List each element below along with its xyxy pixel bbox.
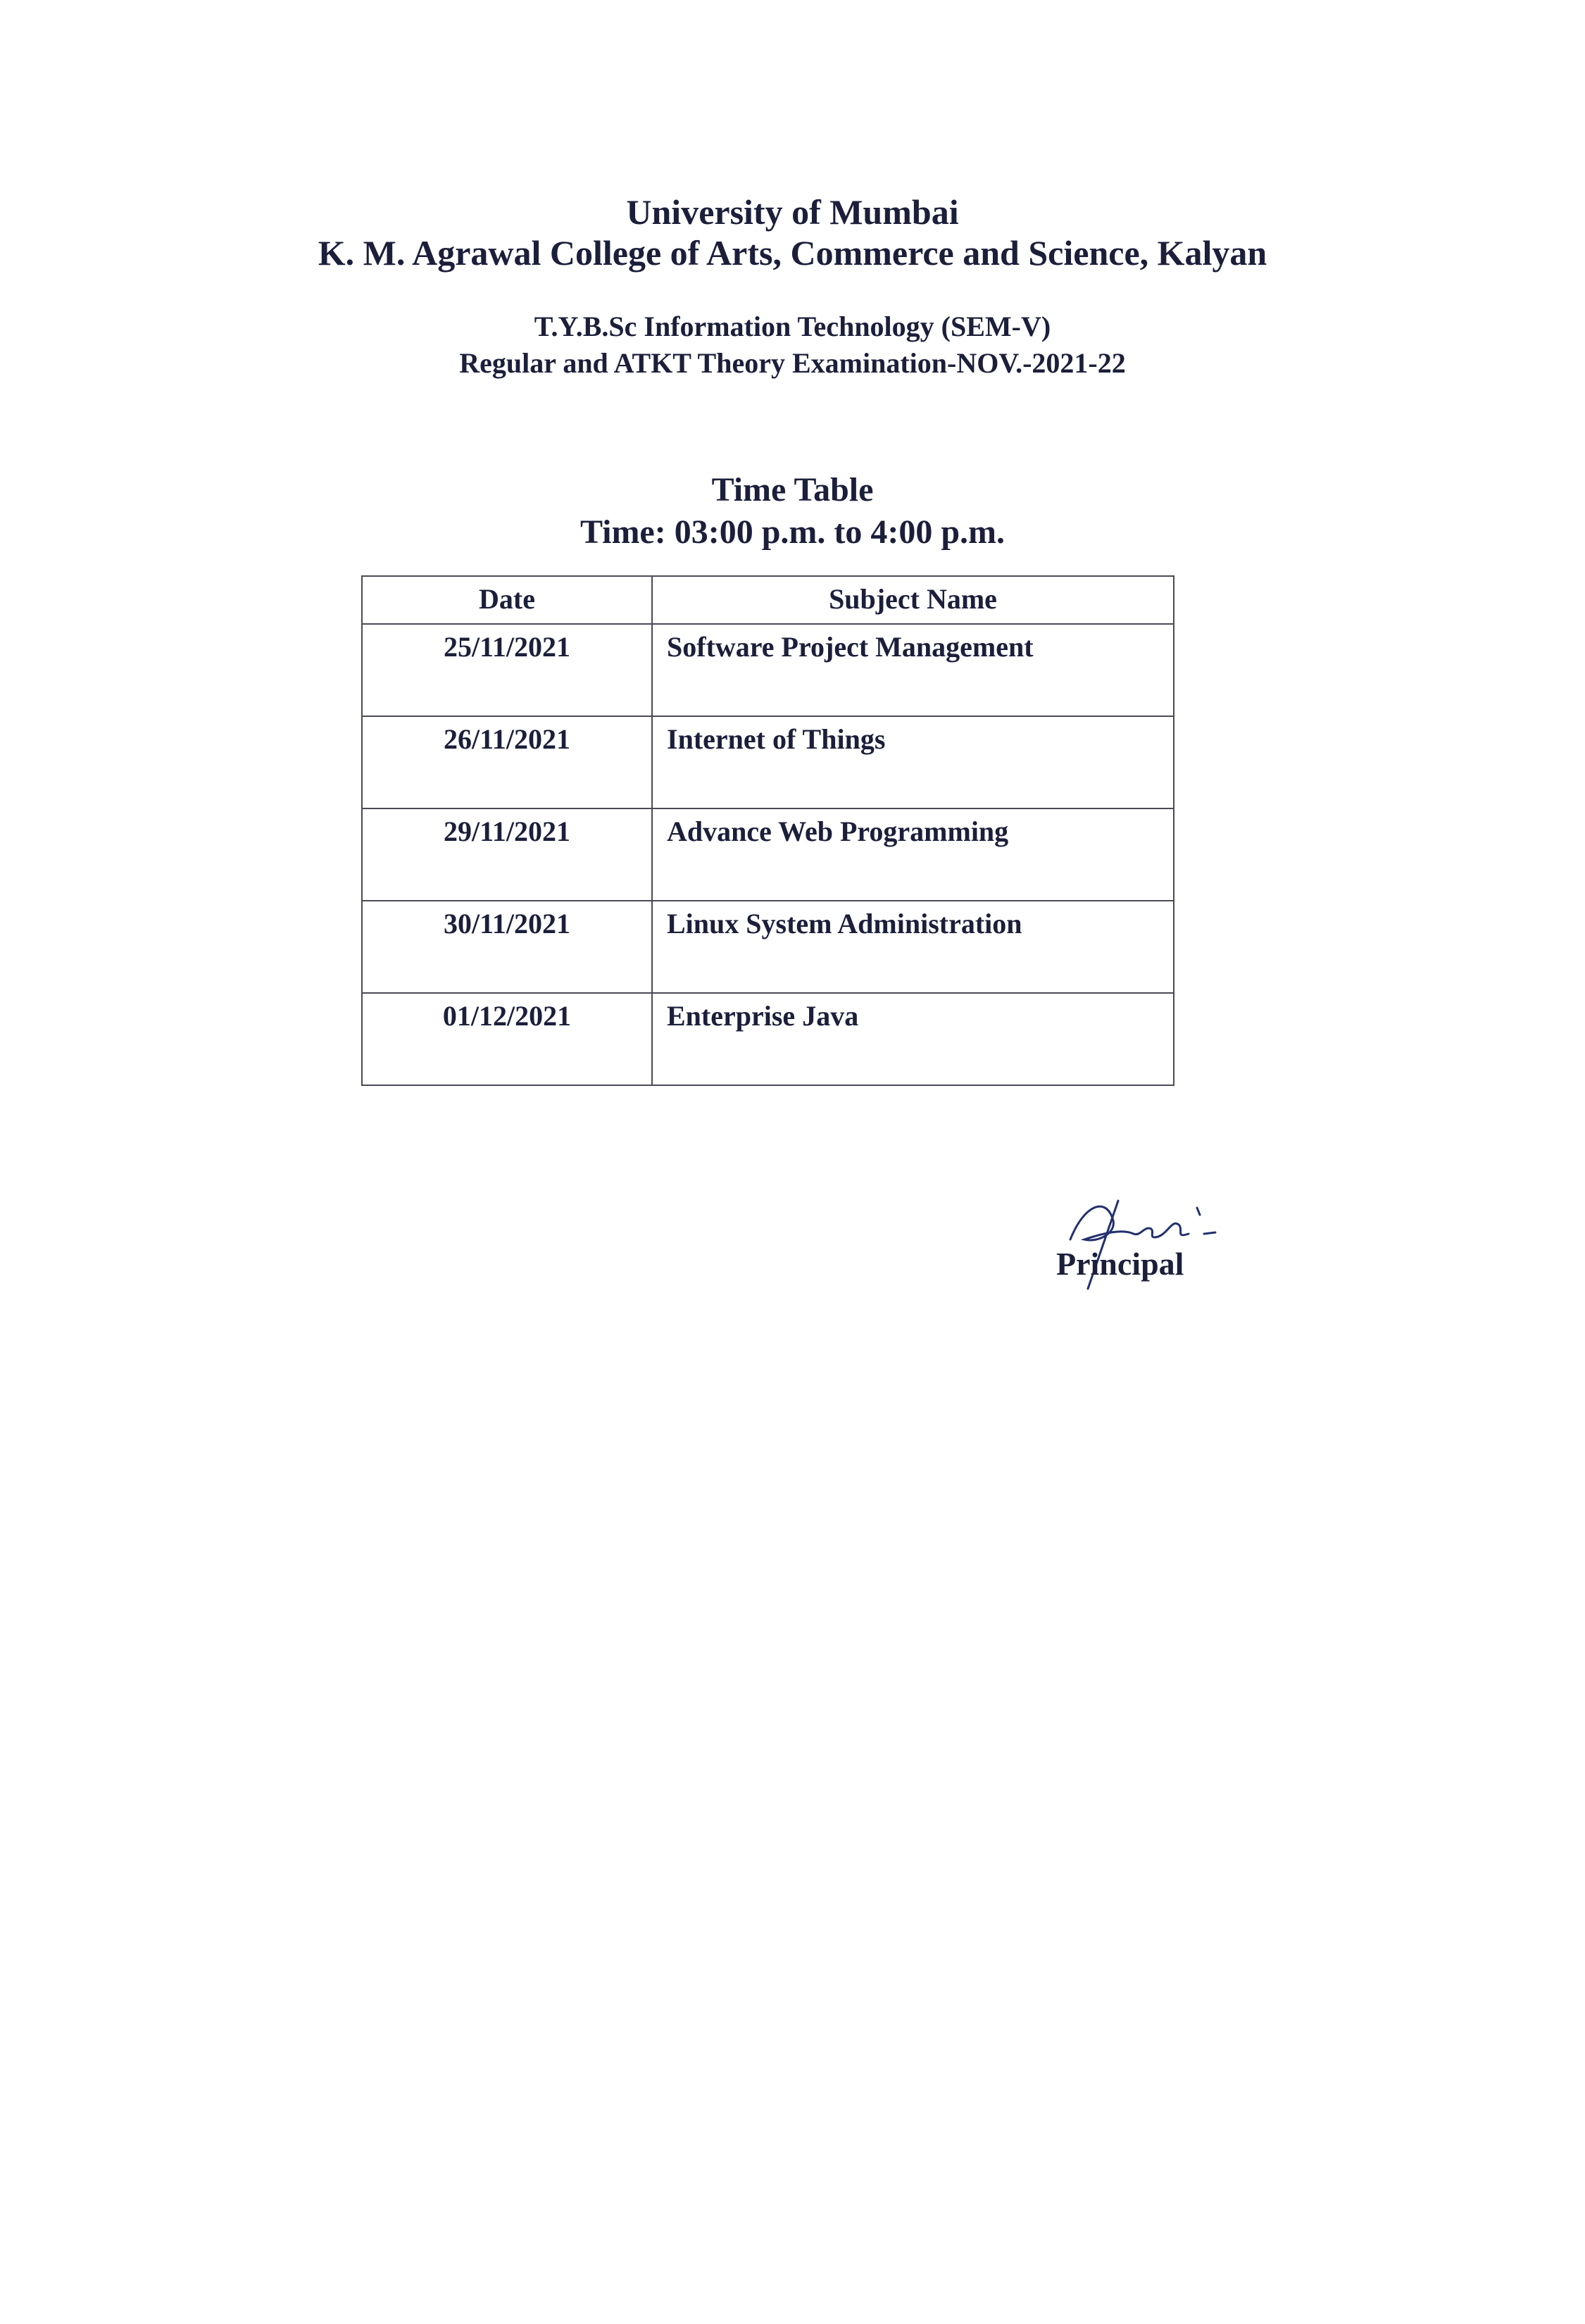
date-cell: 26/11/2021 xyxy=(362,716,652,808)
table-row xyxy=(362,901,1174,993)
table-row xyxy=(362,993,1174,1085)
subject-cell: Enterprise Java xyxy=(652,993,1174,1085)
subject-cell: Software Project Management xyxy=(652,624,1174,716)
subject-cell: Linux System Administration xyxy=(652,901,1174,993)
principal-label: Principal xyxy=(1056,1246,1184,1282)
date-cell: 30/11/2021 xyxy=(362,901,652,993)
column-header-subject: Subject Name xyxy=(652,576,1174,624)
exam-time: Time: 03:00 p.m. to 4:00 p.m. xyxy=(580,513,1005,551)
date-cell: 29/11/2021 xyxy=(362,808,652,901)
date-cell: 25/11/2021 xyxy=(362,624,652,716)
timetable-table xyxy=(361,575,1174,1086)
table-header-row xyxy=(362,576,1174,624)
column-header-date: Date xyxy=(362,576,652,624)
course-title: T.Y.B.Sc Information Technology (SEM-V) xyxy=(534,311,1051,342)
date-cell: 01/12/2021 xyxy=(362,993,652,1085)
table-row xyxy=(362,716,1174,808)
subject-cell: Internet of Things xyxy=(652,716,1174,808)
exam-title: Regular and ATKT Theory Examination-NOV.-2021-22 xyxy=(459,347,1126,379)
table-row xyxy=(362,808,1174,901)
subject-cell: Advance Web Programming xyxy=(652,808,1174,901)
timetable-heading: Time Table xyxy=(711,471,874,508)
university-name: University of Mumbai xyxy=(626,192,959,232)
table-row xyxy=(362,624,1174,716)
college-name: K. M. Agrawal College of Arts, Commerce and Science, Kalyan xyxy=(318,233,1267,273)
